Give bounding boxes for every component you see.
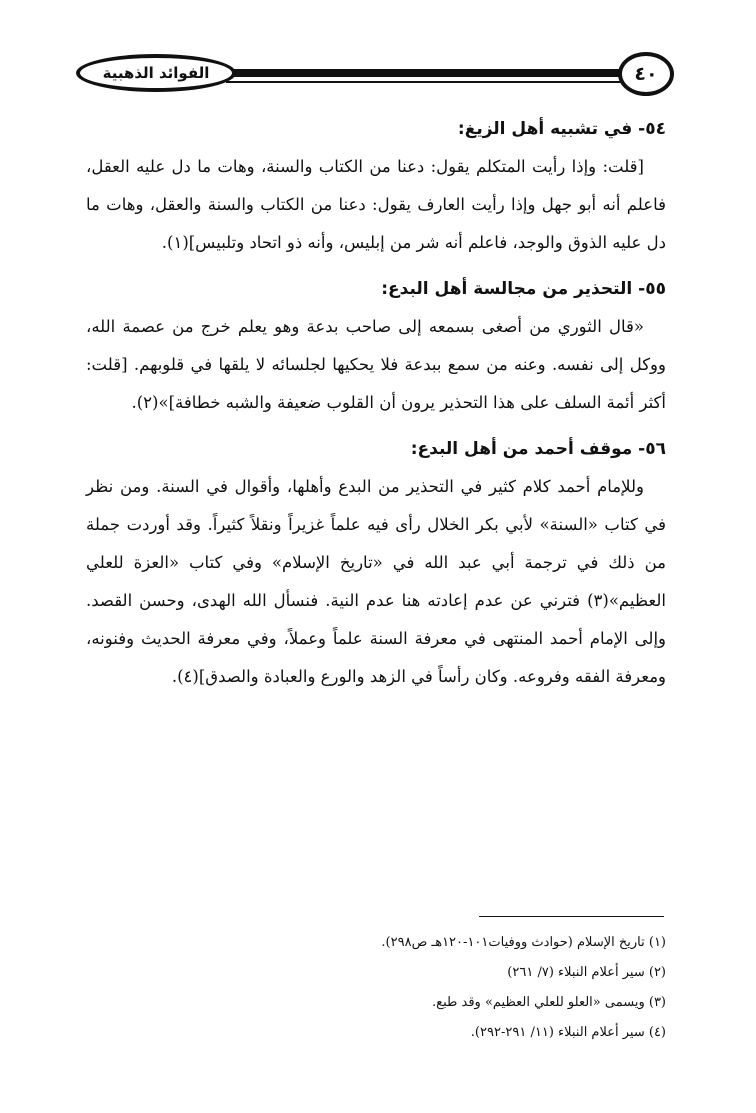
header-rule-thin: [226, 81, 628, 83]
section-text-55: «قال الثوري من أصغى بسمعه إلى صاحب بدعة وهو يعلم خرج من عصمة الله، ووكل إلى نفسه. وعنه من سمع ببدعة فلا يحكيها لجلسائه لا يلقها في قلوبهم. [قلت: أكثر أئمة السلف على هذا التحذير يرون أن القلوب ضعيفة والشبه خطافة]»(٢).: [86, 317, 666, 412]
footnote-4: (٤) سير أعلام النبلاء (١١/ ٢٩١-٢٩٢).: [470, 1025, 666, 1040]
book-title: الفوائد الذهبية: [76, 54, 236, 92]
section-title-55: ٥٥- التحذير من مجالسة أهل البدع:: [381, 279, 666, 299]
page-number: ٤٠: [618, 52, 674, 96]
section-text-54: [قلت: وإذا رأيت المتكلم يقول: دعنا من الكتاب والسنة، وهات ما دل عليه العقل، فاعلم أنه أبو جهل وإذا رأيت العارف يقول: دعنا من الكتاب والسنة والعقل، وهات ما دل عليه الذوق والوجد، فاعلم أنه شر من إبليس، وأنه ذو اتحاد وتلبيس](١).: [86, 157, 666, 252]
footnote-3: (٣) ويسمى «العلو للعلي العظيم» وقد طبع.: [432, 995, 666, 1010]
section-text-56: وللإمام أحمد كلام كثير في التحذير من البدع وأهلها، وأقوال في السنة. ومن نظر في كتاب «السنة» لأبي بكر الخلال رأى فيه علماً غزيراً ونقلاً كثيراً. وقد أوردت جملة من ذلك في ترجمة أبي عبد الله في «تاريخ الإسلام» وفي كتاب «العزة للعلي العظيم»(٣) فترني عن عدم إعادته هنا عدم النية. فنسأل الله الهدى، وحسن القصد. وإلى الإمام أحمد المنتهى في معرفة السنة علماً وعملاً، وفي معرفة الحديث وفنونه، ومعرفة الفقه وفروعه. وكان رأساً في الزهد والورع والعبادة والصدق](٤).: [86, 477, 666, 686]
section-title-56: ٥٦- موقف أحمد من أهل البدع:: [410, 439, 666, 459]
footnote-1: (١) تاريخ الإسلام (حوادث ووفيات١٠١-١٢٠هـ ص٢٩٨).: [381, 935, 666, 950]
footnote-2: (٢) سير أعلام النبلاء (٧/ ٢٦١): [507, 965, 666, 980]
page-header: [76, 52, 674, 98]
footnote-separator: [479, 916, 664, 917]
section-title-54: ٥٤- في تشبيه أهل الزيغ:: [457, 119, 666, 139]
footnotes: [86, 928, 666, 1048]
header-rule: [226, 69, 628, 77]
main-content: [86, 110, 666, 700]
